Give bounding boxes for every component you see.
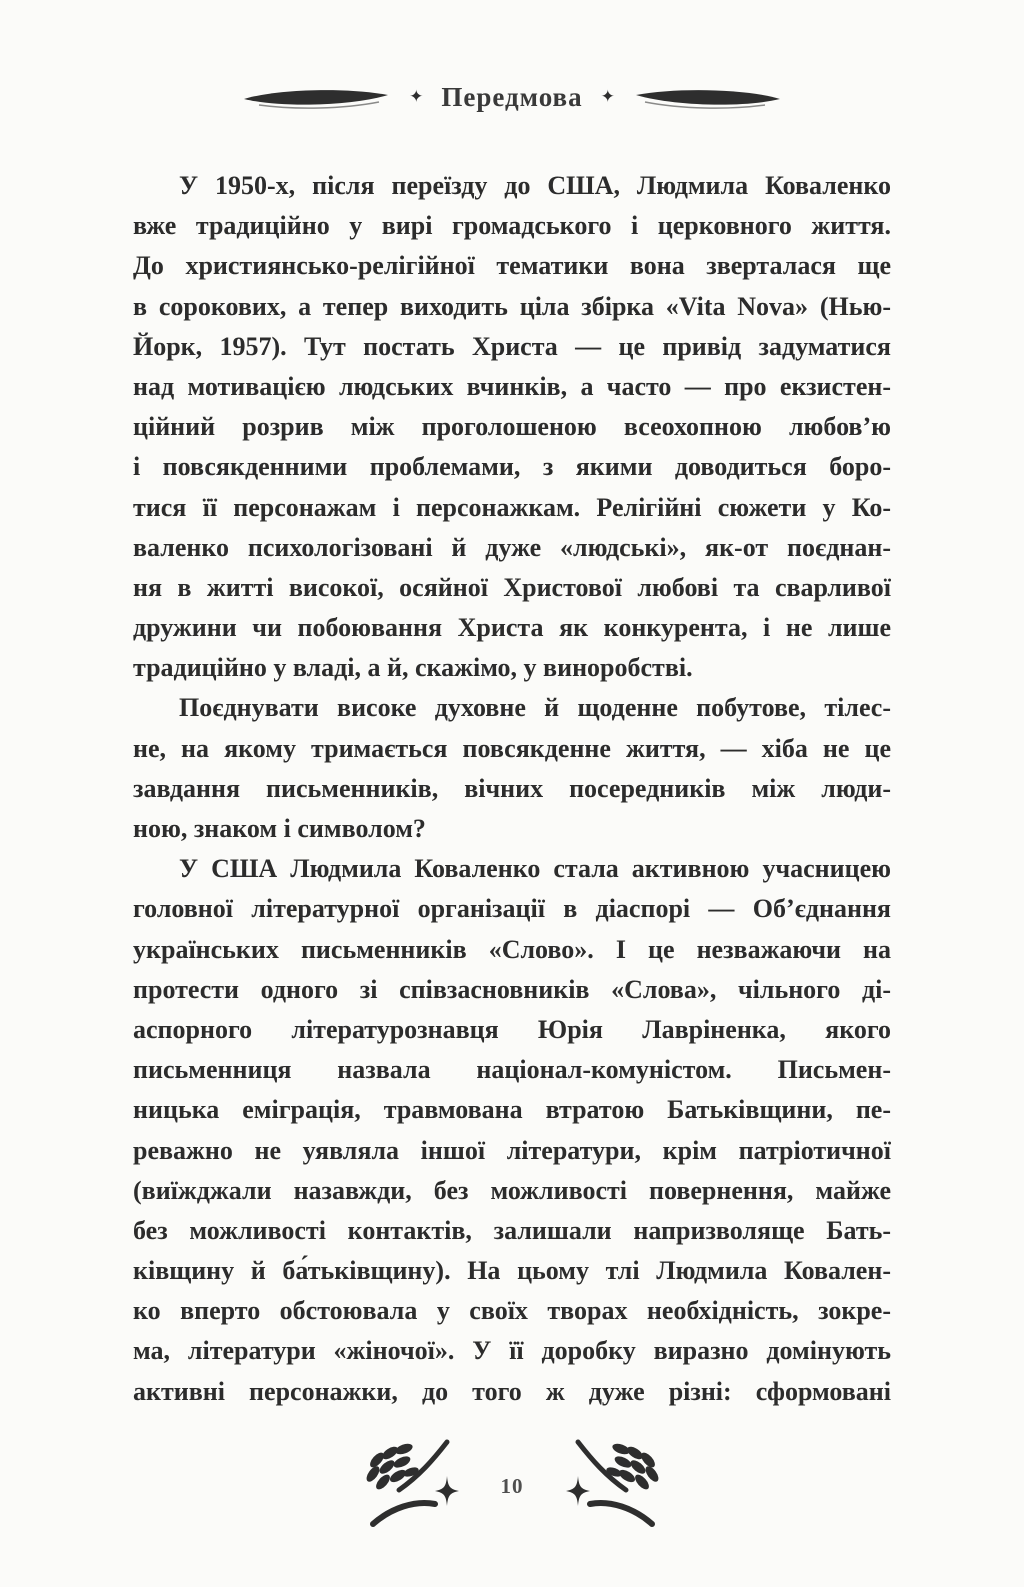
text-line: Поєднувати високе духовне й щоденне побутове, тілес- (179, 693, 891, 723)
chapter-header (0, 82, 1024, 113)
text-line: ма, літератури «жіночої». У її доробку виразно домінують (133, 1336, 891, 1366)
text-line: головної літературної організації в діаспорі — Об’єднання (133, 894, 891, 924)
text-line: завдання письменників, вічних посередників між люди- (133, 773, 891, 803)
text-line: традиційно у владі, а й, скажімо, у виноробстві. (133, 653, 693, 683)
text-line: активні персонажки, до того ж дуже різні: сформовані (133, 1376, 891, 1406)
text-line: вже традиційно у вирі громадського і церковного життя. (133, 211, 891, 241)
text-line: дружини чи побоювання Христа як конкурента, і не лише (133, 613, 891, 643)
text-line: (виїжджали назавжди, без можливості повернення, майже (133, 1175, 891, 1205)
text-line: валенко психологізовані й дуже «людські», як-от поєднан- (133, 532, 891, 562)
text-line: Йорк, 1957). Тут постать Христа — це привід задуматися (133, 331, 891, 361)
text-line: в сорокових, а тепер виходить ціла збірка «Vita Nova» (Нью- (133, 291, 891, 321)
wheat-ornament-right-icon (558, 1438, 666, 1530)
page-title: Передмова (441, 82, 583, 112)
text-line: аспорного літературознавця Юрія Лавріненка, якого (133, 1014, 891, 1044)
text-line: і повсякденними проблемами, з якими доводиться боро- (133, 452, 891, 482)
text-line: без можливості контактів, залишали напризволяще Бать- (133, 1215, 891, 1245)
diamond-icon: ✦ (409, 87, 424, 107)
text-line: ційний розрив між проголошеною всеохопною любов’ю (133, 412, 891, 442)
diamond-icon: ✦ (600, 87, 615, 107)
leaf-ornament-left-icon (241, 85, 391, 111)
text-line: ницька еміграція, травмована втратою Батьківщини, пе- (133, 1095, 891, 1125)
text-line: У 1950-х, після переїзду до США, Людмила Коваленко (179, 171, 891, 200)
text-line: письменниця назвала націонал-комуністом. Письмен- (133, 1055, 891, 1085)
text-line: не, на якому тримається повсякденне життя, — хіба не це (133, 733, 891, 763)
page-number: 10 (500, 1473, 524, 1498)
text-line: над мотивацією людських вчинків, а часто — про екзистен- (133, 371, 891, 401)
leaf-ornament-right-icon (633, 85, 783, 111)
text-line: ко вперто обстоювала у своїх творах необхідність, зокре- (133, 1296, 891, 1326)
wheat-ornament-left-icon (359, 1438, 467, 1530)
text-line: ня в житті високої, осяйної Христової любові та сварливої (133, 572, 891, 602)
page-footer (0, 1438, 1024, 1530)
text-line: ківщину й ба́тьківщину). На цьому тлі Людмила Ковален- (133, 1256, 891, 1286)
text-line: До християнсько-релігійної тематики вона зверталася ще (133, 251, 891, 281)
text-line: протести одного зі співзасновників «Слова», чільного ді- (133, 974, 891, 1004)
text-line: У США Людмила Коваленко стала активною учасницею (179, 854, 891, 884)
body-text (133, 166, 891, 1412)
text-line: тися її персонажам і персонажкам. Релігійні сюжети у Ко- (133, 492, 891, 522)
text-line: українських письменників «Слово». І це незважаючи на (133, 934, 891, 964)
text-line: реважно не уявляла іншої літератури, крім патріотичної (133, 1135, 891, 1165)
text-line: ною, знаком і символом? (133, 814, 426, 843)
